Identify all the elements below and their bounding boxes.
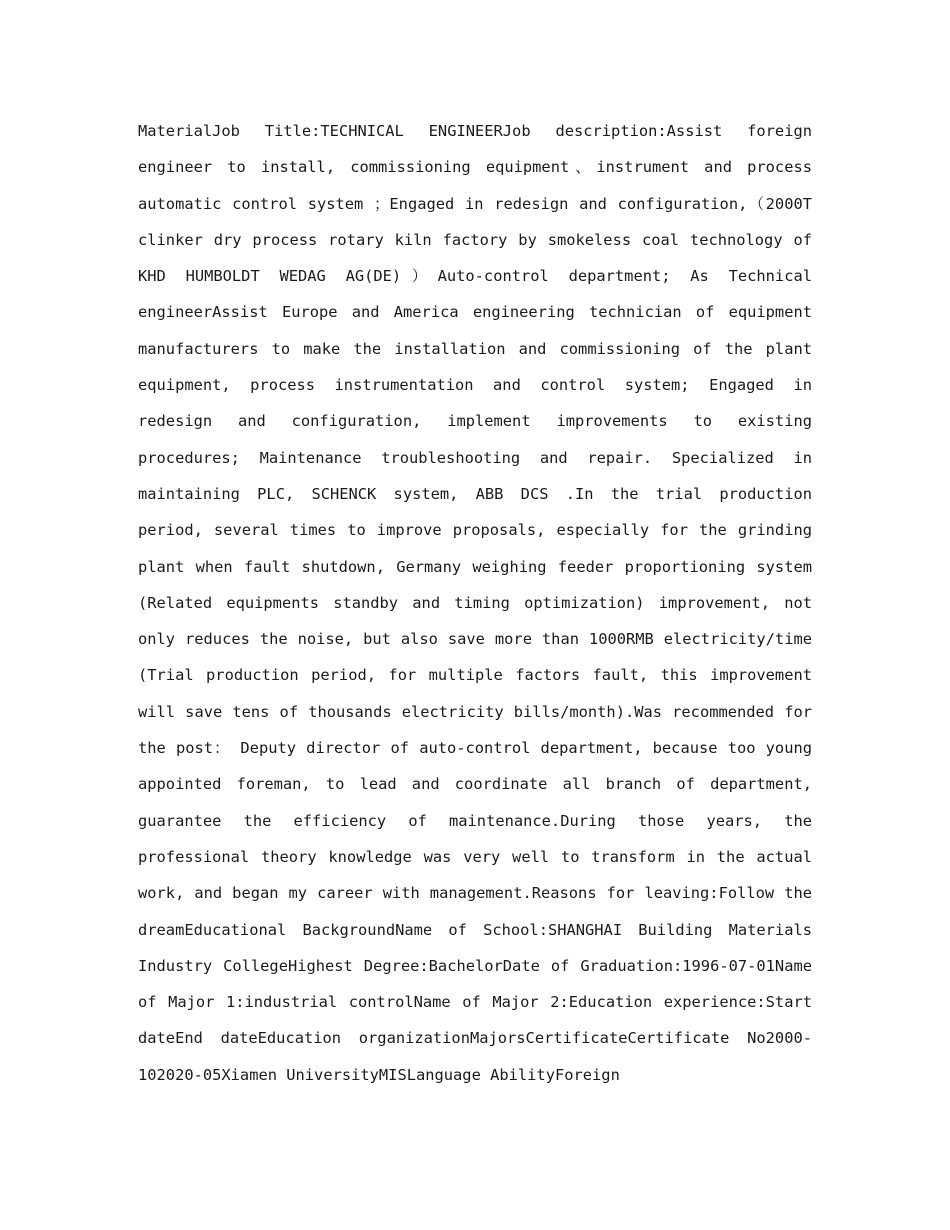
resume-body-paragraph: MaterialJob Title:TECHNICAL ENGINEERJob description:Assist foreign engineer to install, commissioning equipment、instrument and process automatic control system ；Engaged in redesign and configuration,（2000T clinker dry process rotary kiln factory by smokeless coal technology of KHD HUMBOLDT WEDAG AG(DE)）Auto-control department; As Technical engineerAssist Europe and America engineering technician of equipment manufacturers to make the installation and commissioning of the plant equipment, process instrumentation and control system; Engaged in redesign and configuration, implement improvements to existing procedures; Maintenance troubleshooting and repair. Specialized in maintaining PLC, SCHENCK system, ABB DCS .In the trial production period, several times to improve proposals, especially for the grinding plant when fault shutdown, Germany weighing feeder proportioning system (Related equipments standby and timing optimization) improvement, not only reduces the noise, but also save more than 1000RMB electricity/time (Trial production period, for multiple factors fault, this improvement will save tens of thousands electricity bills/month).Was recommended for the post： Deputy director of auto-control department, because too young appointed foreman, to lead and coordinate all branch of department, guarantee the efficiency of maintenance.During those years, the professional theory knowledge was very well to transform in the actual work, and began my career with management.Reasons for leaving:Follow the dreamEducational BackgroundName of School:SHANGHAI Building Materials Industry CollegeHighest Degree:BachelorDate of Graduation:1996-07-01Name of Major 1:industrial controlName of Major 2:Education experience:Start dateEnd dateEducation organizationMajorsCertificateCertificate No2000-102020-05Xiamen UniversityMISLanguage AbilityForeign bbox=[138, 122, 822, 1084]
